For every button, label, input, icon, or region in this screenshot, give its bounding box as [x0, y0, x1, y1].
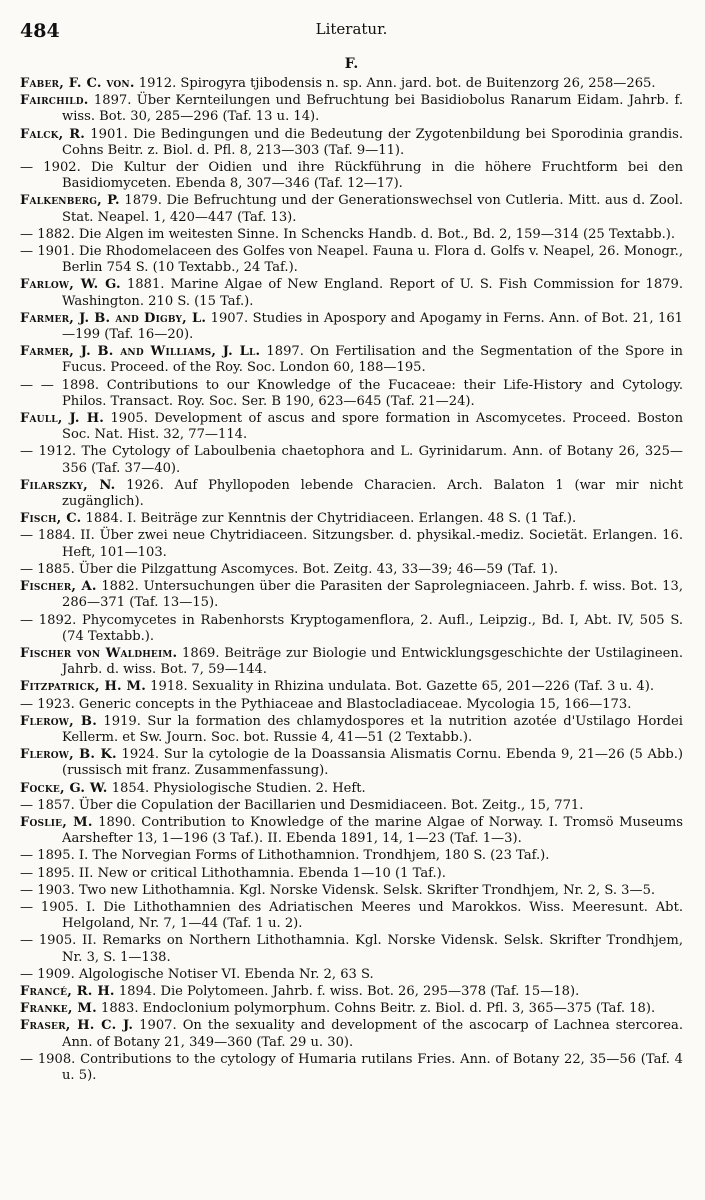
bibliography-entry	[20, 93, 683, 125]
entry-author: Faber, F. C. von.	[20, 76, 135, 91]
bibliography-entry	[20, 411, 683, 443]
entry-author: Falck, R.	[20, 126, 86, 142]
bibliography-entry	[20, 781, 683, 797]
entry-author: Foslie, M.	[20, 814, 93, 830]
bibliography-entry	[20, 933, 683, 965]
entry-author: Faull, J. H.	[20, 411, 105, 427]
entry-text: — 1905. II. Remarks on Northern Lithothamnia. Kgl. Norske Vidensk. Selsk. Skrifter Trondhjem, Nr. 3, S. 1—138.	[20, 933, 683, 965]
entry-text: 1897. Über Kernteilungen und Befruchtung bei Basidiobolus Ranarum Eidam. Jahrb. f. wiss. Bot. 30, 285—296 (Taf. 13 u. 14).	[62, 93, 683, 125]
bibliography-entry	[20, 1018, 683, 1050]
bibliography-entry	[20, 798, 683, 814]
entry-author: Fischer von Waldheim.	[20, 645, 178, 661]
entry-text: 1879. Die Befruchtung und der Generationswechsel von Cutleria. Mitt. aus d. Zool. Stat. Neapel. 1, 420—447 (Taf. 13).	[62, 193, 683, 225]
entry-text: 1854. Physiologische Studien. 2. Heft.	[107, 780, 366, 796]
entry-text: — 1857. Über die Copulation der Bacillarien und Desmidiaceen. Bot. Zeitg., 15, 771.	[20, 797, 584, 813]
entry-author: Filarszky, N.	[20, 477, 116, 493]
bibliography-entry	[20, 193, 683, 225]
bibliography-entry	[20, 227, 683, 243]
entry-text: — 1895. II. New or critical Lithothamnia. Ebenda 1—10 (1 Taf.).	[20, 865, 446, 881]
entry-text: — 1901. Die Rhodomelaceen des Golfes von Neapel. Fauna u. Flora d. Golfs v. Neapel, 26. Monogr., Berlin 754 S. (10 Textabb., 24 Taf.).	[20, 244, 683, 276]
entry-author: Fairchild.	[20, 93, 89, 109]
bibliography-entry	[20, 1001, 683, 1017]
bibliography-entry	[20, 984, 683, 1000]
bibliography-entry	[20, 344, 683, 376]
entry-text: 1869. Beiträge zur Biologie und Entwicklungsgeschichte der Ustilagineen. Jahrb. d. wiss. Bot. 7, 59—144.	[62, 645, 683, 678]
entry-author: Fitzpatrick, H. M.	[20, 679, 147, 695]
bibliography-entry	[20, 866, 683, 882]
bibliography-entry	[20, 679, 683, 695]
entry-author: Flerow, B. K.	[20, 747, 117, 763]
bibliography-entry	[20, 848, 683, 864]
entry-text: — 1905. I. Die Lithothamnien des Adriatischen Meeres und Marokkos. Wiss. Meeresunt. Abt. Helgoland, Nr. 7, 1—44 (Taf. 1 u. 2).	[20, 899, 683, 932]
entry-author: Fischer, A.	[20, 579, 97, 595]
bibliography-entry	[20, 815, 683, 847]
bibliography-entry	[20, 76, 683, 92]
entry-author: Farmer, J. B. and Digby, L.	[20, 310, 207, 326]
entry-text: 1907. On the sexuality and development of the ascocarp of Lachnea stercorea. Ann. of Botany 21, 349—360 (Taf. 29 u. 30).	[62, 1018, 683, 1050]
entry-text: 1890. Contribution to Knowledge of the marine Algae of Norway. I. Tromsö Museums Aarshefter 13, 1—196 (3 Taf.). II. Ebenda 1891, 14, 1—23 (Taf. 1—3).	[62, 814, 683, 847]
entry-author: Falkenberg, P.	[20, 193, 120, 209]
entry-text: — 1884. II. Über zwei neue Chytridiaceen. Sitzungsber. d. physikal.-mediz. Societät. Erlangen. 16. Heft, 101—103.	[20, 528, 683, 560]
bibliography-entry	[20, 714, 683, 746]
entry-text: 1912. Spirogyra tjibodensis n. sp. Ann. jard. bot. de Buitenzorg 26, 258—265.	[134, 76, 656, 91]
page-number: 484	[20, 20, 60, 42]
bibliography-entry	[20, 562, 683, 578]
bibliography-entry	[20, 528, 683, 560]
bibliography-entry	[20, 613, 683, 645]
entry-text: — 1892. Phycomycetes in Rabenhorsts Kryptogamenflora, 2. Aufl., Leipzig., Bd. I, Abt. IV, 505 S. (74 Textabb.).	[20, 612, 683, 644]
bibliography-entry	[20, 478, 683, 510]
entry-text: 1897. On Fertilisation and the Segmentation of the Spore in Fucus. Proceed. of the Roy. Soc. London 60, 188—195.	[62, 344, 683, 376]
bibliography-entry	[20, 883, 683, 899]
entry-text: — — 1898. Contributions to our Knowledge of the Fucaceae: their Life-History and Cytology. Philos. Transact. Roy. Soc. Ser. B 190, 623—645 (Taf. 21—24).	[20, 377, 683, 409]
entry-text: — 1908. Contributions to the cytology of Humaria rutilans Fries. Ann. of Botany 22, 35—56 (Taf. 4 u. 5).	[20, 1051, 683, 1083]
bibliography-entry	[20, 697, 683, 713]
entry-text: — 1885. Über die Pilzgattung Ascomyces. Bot. Zeitg. 43, 33—39; 46—59 (Taf. 1).	[20, 561, 559, 577]
entry-text: — 1903. Two new Lithothamnia. Kgl. Norske Vidensk. Selsk. Skrifter Trondhjem, Nr. 2, S. 3—5.	[20, 882, 656, 898]
entry-author: Franke, M.	[20, 1001, 97, 1017]
bibliography-entry	[20, 160, 683, 192]
entry-text: 1901. Die Bedingungen und die Bedeutung der Zygotenbildung bei Sporodinia grandis. Cohns Beitr. z. Biol. d. Pfl. 8, 213—303 (Taf. 9—11).	[62, 126, 683, 158]
bibliography-entry	[20, 511, 683, 527]
entry-author: Fraser, H. C. J.	[20, 1018, 134, 1034]
entry-text: 1924. Sur la cytologie de la Doassansia Alismatis Cornu. Ebenda 9, 21—26 (5 Abb.) (russisch mit franz. Zusammenfassung).	[62, 747, 683, 779]
entry-text: — 1909. Algologische Notiser VI. Ebenda Nr. 2, 63 S.	[20, 966, 374, 982]
entry-text: 1883. Endoclonium polymorphum. Cohns Beitr. z. Biol. d. Pfl. 3, 365—375 (Taf. 18).	[96, 1001, 656, 1017]
bibliography-entry	[20, 579, 683, 611]
entry-author: Farlow, W. G.	[20, 277, 121, 293]
entry-author: Fisch, C.	[20, 511, 82, 527]
section-letter: F.	[344, 56, 359, 72]
bibliography-entry	[20, 311, 683, 343]
entry-text: 1907. Studies in Apospory and Apogamy in Ferns. Ann. of Bot. 21, 161—199 (Taf. 16—20).	[62, 310, 683, 343]
entry-author: Flerow, B.	[20, 713, 97, 729]
entry-author: Francé, R. H.	[20, 983, 115, 999]
entry-text: 1882. Untersuchungen über die Parasiten der Saprolegniaceen. Jahrb. f. wiss. Bot. 13, 286—371 (Taf. 13—15).	[62, 579, 684, 611]
page-header	[20, 18, 683, 44]
entry-text: — 1882. Die Algen im weitesten Sinne. In Schencks Handb. d. Bot., Bd. 2, 159—314 (25 Textabb.).	[20, 226, 676, 242]
entry-text: 1905. Development of ascus and spore formation in Ascomycetes. Proceed. Boston Soc. Nat. Hist. 32, 77—114.	[62, 411, 684, 443]
bibliography-entry	[20, 747, 683, 779]
entry-text: — 1912. The Cytology of Laboulbenia chaetophora and L. Gyrinidarum. Ann. of Botany 26, 325—356 (Taf. 37—40).	[20, 444, 683, 476]
bibliography-entry	[20, 1052, 683, 1084]
bibliography-entry	[20, 646, 683, 678]
entry-text: — 1923. Generic concepts in the Pythiaceae and Blastocladiaceae. Mycologia 15, 166—173.	[20, 696, 632, 712]
entry-text: 1884. I. Beiträge zur Kenntnis der Chytridiaceen. Erlangen. 48 S. (1 Taf.).	[81, 511, 577, 527]
bibliography-entry	[20, 244, 683, 276]
bibliography-entry	[20, 444, 683, 476]
bibliography-entry	[20, 277, 683, 309]
entry-author: Focke, G. W.	[20, 780, 108, 796]
bibliography-entry	[20, 967, 683, 983]
bibliography-entry	[20, 127, 683, 159]
entry-text: 1918. Sexuality in Rhizina undulata. Bot. Gazette 65, 201—226 (Taf. 3 u. 4).	[146, 679, 655, 695]
entry-text: 1894. Die Polytomeen. Jahrb. f. wiss. Bot. 26, 295—378 (Taf. 15—18).	[114, 983, 580, 999]
running-title: Literatur.	[315, 20, 388, 38]
bibliography-entry	[20, 378, 683, 410]
bibliography-entry	[20, 900, 683, 932]
entry-text: 1926. Auf Phyllopoden lebende Characien. Arch. Balaton 1 (war mir nicht zugänglich).	[62, 477, 684, 510]
entry-text: 1919. Sur la formation des chlamydospores et la nutrition azotée d'Ustilago Hordei Kellerm. et Sw. Journ. Soc. bot. Russie 4, 41—51 (2 Textabb.).	[62, 713, 683, 745]
entry-author: Farmer, J. B. and Williams, J. Ll.	[20, 344, 261, 360]
entry-text: — 1902. Die Kultur der Oidien und ihre Rückführung in die höhere Fruchtform bei den Basidiomyceten. Ebenda 8, 307—346 (Taf. 12—17).	[20, 160, 683, 192]
bibliography-list	[20, 76, 683, 1084]
entry-text: — 1895. I. The Norvegian Forms of Lithothamnion. Trondhjem, 180 S. (23 Taf.).	[20, 848, 550, 864]
entry-text: 1881. Marine Algae of New England. Report of U. S. Fish Commission for 1879. Washington. 210 S. (15 Taf.).	[62, 277, 683, 309]
